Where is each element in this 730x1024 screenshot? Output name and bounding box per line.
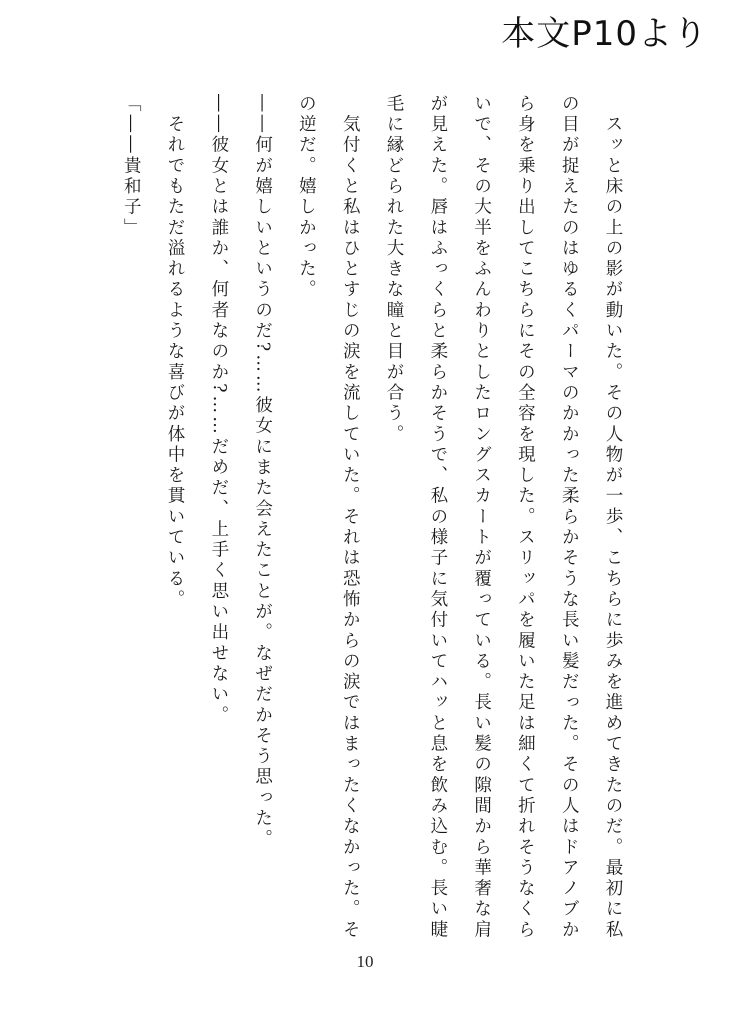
paragraph: ――彼女とは誰か、何者なのか?……だめだ、上手く思い出せない。 — [208, 94, 229, 727]
paragraph: 気付くと私はひとすじの涙を流していた。それは恐怖からの涙ではまったくなかった。その逆だ。嬉しかった。 — [296, 94, 361, 941]
paragraph: スッと床の上の影が動いた。その人物が一歩、こちらに歩みを進めてきたのだ。最初に私の目が捉えたのはゆるくパーマのかかった柔らかそうな長い髪だった。その人はドアノブから身を乗り出してこちらにその全容を現した。スリッパを履いた足は細くて折れそうなくらいで、その大半をふんわりとしたロングスカートが覆っている。長い髪の隙間から華奢な肩が見えた。唇はふっくらと柔らかそうで、私の様子に気付いてハッと息を飲み込む。長い睫毛に縁どられた大きな瞳と目が合う。 — [384, 94, 623, 941]
paragraph: 「――貴和子」 — [121, 94, 142, 239]
paragraph: それでもただ溢れるような喜びが体中を貫いている。 — [165, 94, 186, 611]
page-excerpt-label: 本文P10より — [501, 14, 708, 54]
page-number: 10 — [356, 952, 374, 971]
vertical-novel-text — [108, 94, 634, 944]
paragraph: ――何が嬉しいというのだ?……彼女にまた会えたことが。なぜだかそう思った。 — [252, 94, 273, 850]
